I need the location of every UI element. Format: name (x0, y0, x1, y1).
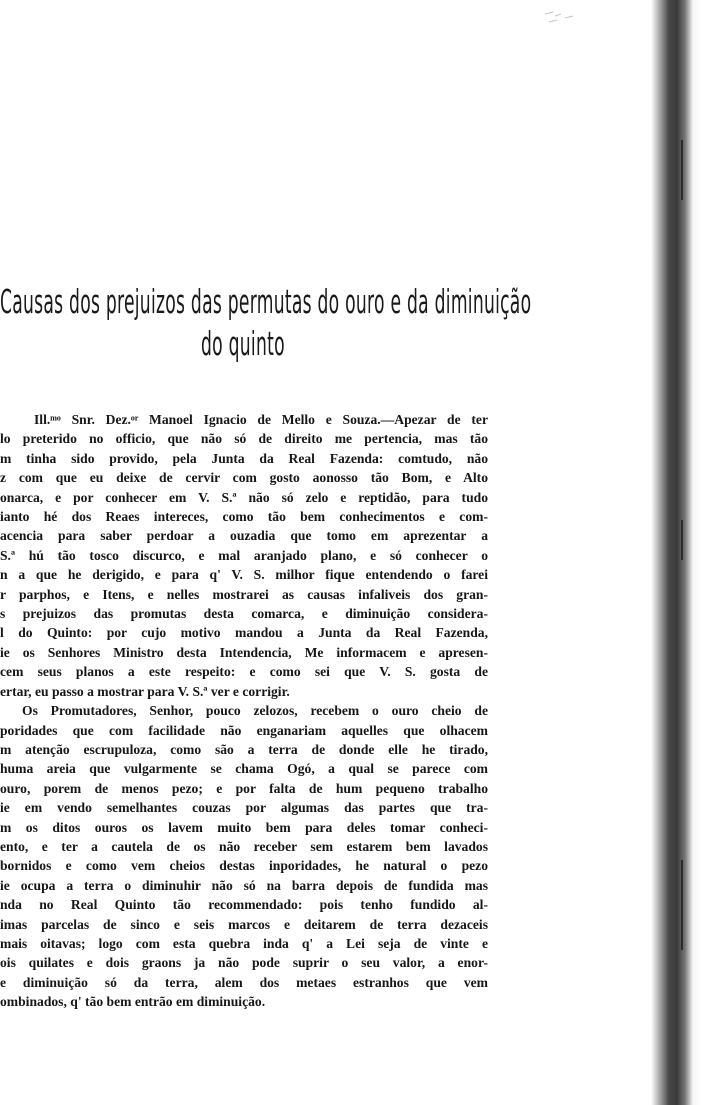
paragraph-1-line: Ill.ᵐᵒ Snr. Dez.ᵒʳ Manoel Ignacio de Mello e Souza.—Apezar de ter (34, 412, 488, 427)
document-body (0, 410, 490, 1012)
gutter-speck (681, 140, 683, 200)
paragraph-1-line: n a que he derigido, e para q' V. S. milhor fique entendendo o farei (0, 567, 488, 583)
paragraph-2-line: Os Promutadores, Senhor, pouco zelozos, recebem o ouro cheio de (22, 703, 488, 719)
gutter-speck (681, 860, 683, 950)
paragraph-2-line: m os ditos ouros os lavem muito bem para deles tomar conheci- (0, 819, 488, 835)
paragraph-2-line: imas parcelas de sinco e seis marcos e deitarem de terra dezaceis (0, 916, 488, 932)
paragraph-2-line: m atenção escrupuloza, como são a terra de donde elle he tirado, (0, 741, 488, 757)
paragraph-1-line: r parphos, e Itens, e nelles mostrarei as causas infaliveis dos gran- (0, 586, 488, 602)
paragraph-1-line: onarca, e por conhecer em V. S.ª não só zelo e reptidão, para tudo (0, 489, 488, 505)
paragraph-1-line: cem seus planos a este respeito: e como sei que V. S. gosta de (0, 664, 488, 680)
paragraph-1-line: acencia para saber perdoar a ouzadia que tomo em aprezentar a (0, 528, 488, 544)
gutter-speck (681, 520, 683, 560)
paragraph-2-line: ie em vendo semelhantes couzas por algumas das partes que tra- (0, 800, 488, 816)
paragraph-1-line: l do Quinto: por cujo motivo mandou a Junta da Real Fazenda, (0, 625, 488, 641)
document-title-line-2: do quinto (201, 324, 285, 363)
paragraph-2-line: mais oitavas; logo com esta quebra inda q' a Lei seja de vinte e (0, 935, 488, 951)
paragraph-2-line: nda no Real Quinto tão recommendado: pois tenho fundido al- (0, 897, 488, 913)
scan-speck-mark (543, 8, 581, 26)
page-gutter-edge (639, 0, 701, 1105)
paragraph-1-line: ertar, eu passo a mostrar para V. S.ª ver e corrigir. (0, 683, 290, 699)
paragraph-2-line: poridades que com facilidade não enganariam aquelles que olhacem (0, 722, 488, 738)
paragraph-2-line: ois quilates e dois graons ja não pode suprir o seu valor, a enor- (0, 955, 488, 971)
paragraph-1-line: s prejuizos das promutas desta comarca, e diminuição considera- (0, 606, 488, 622)
paragraph-2-line: ie ocupa a terra o diminuhir não só na barra depois de fundida mas (0, 877, 488, 893)
paragraph-1-line: lo preterido no officio, que não só de direito me pertencia, mas tão (0, 431, 488, 447)
paragraph-1-line: m tinha sido provido, pela Junta da Real Fazenda: comtudo, não (0, 450, 488, 466)
paragraph-2-line: ombinados, q' tão bem entrão em diminuição. (0, 994, 266, 1010)
paragraph-2-line: ento, e ter a cautela de os não receber sem estarem bem lavados (0, 838, 488, 854)
paragraph-2-line: bornidos e como vem cheios destas inporidades, he natural o pezo (0, 858, 488, 874)
paragraph-2-line: huma areia que vulgarmente se chama Ogó, a qual se parece com (0, 761, 488, 777)
paragraph-2-line: ouro, porem de menos pezo; e por falta de hum pequeno trabalho (0, 780, 488, 796)
paragraph-1-line: S.ª hú tão tosco discurco, e mal aranjado plano, e só conhecer o (0, 547, 488, 563)
paragraph-1-line: ianto hé dos Reaes intereces, como tão bem conhecimentos e com- (0, 509, 488, 525)
document-title-line-1: Causas dos prejuizos das permutas do ouro e da diminuição (0, 282, 532, 321)
paragraph-2-line: e diminuição só da terra, alem dos metaes estranhos que vem (0, 974, 488, 990)
paragraph-1-line: ie os Senhores Ministro desta Intendencia, Me informacem e apresen- (0, 644, 488, 660)
paragraph-1-line: z com que eu deixe de cervir com gosto aonosso tão Bom, e Alto (0, 470, 488, 486)
